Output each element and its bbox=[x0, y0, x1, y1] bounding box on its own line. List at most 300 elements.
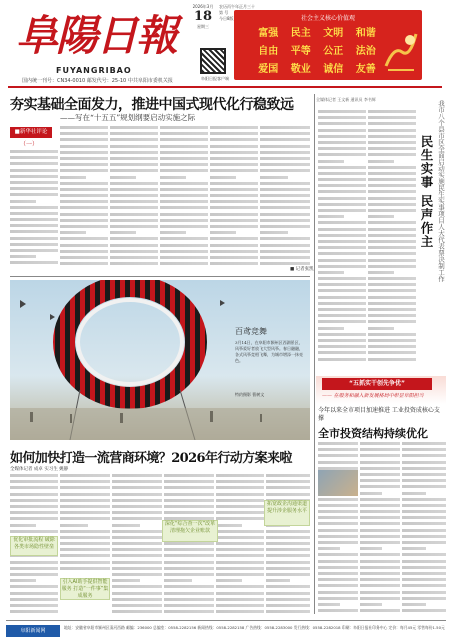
text-line bbox=[112, 474, 162, 477]
text-line bbox=[368, 252, 416, 255]
article-column bbox=[112, 474, 162, 620]
text-line bbox=[402, 547, 426, 550]
text-line bbox=[360, 504, 400, 507]
text-line bbox=[216, 567, 264, 570]
text-line bbox=[360, 461, 400, 464]
text-line bbox=[360, 591, 400, 594]
text-line bbox=[368, 308, 416, 311]
text-line bbox=[112, 486, 162, 489]
text-line bbox=[360, 560, 400, 563]
text-line bbox=[368, 351, 416, 354]
text-line bbox=[318, 215, 344, 218]
text-line bbox=[368, 153, 416, 156]
text-line bbox=[368, 339, 416, 342]
text-line bbox=[110, 138, 158, 141]
text-line bbox=[10, 187, 58, 190]
article-column bbox=[216, 474, 264, 620]
text-line bbox=[60, 480, 110, 483]
text-line bbox=[368, 302, 416, 305]
value-word: 敬业 bbox=[290, 64, 311, 75]
text-line bbox=[318, 116, 366, 119]
article2-headline[interactable]: 如何加快打造一流营商环境？2026年行动方案来啦 bbox=[10, 451, 292, 466]
article-column bbox=[110, 126, 158, 272]
main-headline[interactable]: 夯实基础全面发力，推进中国式现代化行稳致远 bbox=[10, 97, 294, 113]
text-line bbox=[318, 240, 366, 243]
text-line bbox=[402, 566, 446, 569]
text-line bbox=[60, 231, 86, 234]
text-line bbox=[112, 480, 162, 483]
text-line bbox=[266, 536, 310, 539]
text-line bbox=[402, 516, 446, 519]
text-line bbox=[164, 548, 214, 551]
value-word: 诚信 bbox=[323, 64, 344, 75]
text-line bbox=[60, 511, 110, 514]
text-line bbox=[10, 592, 58, 595]
text-line bbox=[368, 116, 416, 119]
issue-line: 今日8版 bbox=[219, 16, 234, 21]
text-line bbox=[402, 492, 426, 495]
text-line bbox=[318, 122, 366, 125]
text-line bbox=[60, 145, 108, 148]
text-line bbox=[10, 150, 58, 153]
article-column bbox=[210, 126, 258, 272]
date-box bbox=[188, 4, 218, 44]
text-line bbox=[360, 529, 400, 532]
article2-author: 全媒体记者 成卓 实习生 姚静 bbox=[10, 467, 69, 472]
text-line bbox=[266, 610, 310, 613]
issue-line: 第 号 bbox=[219, 10, 229, 15]
text-line bbox=[360, 510, 400, 513]
column-number: （一） bbox=[20, 141, 39, 148]
value-word: 文明 bbox=[323, 28, 344, 39]
text-line bbox=[60, 200, 108, 203]
text-line bbox=[110, 126, 158, 129]
text-line bbox=[368, 296, 416, 299]
banner-title: “五抓实干创先争优” bbox=[322, 378, 432, 390]
footer-text: 地址：安徽省阜阳市颍州区清河西路 邮编：236000 总编室：0558-2282156 新闻热线：0558-2282158 广告热线：0558-2283000 发行热线：0558-2282018 印刷：阜阳日报社印务中心 定价：每月45元 零售每份1.50元 bbox=[64, 625, 445, 630]
text-line bbox=[368, 160, 394, 163]
text-line bbox=[216, 542, 264, 545]
text-line bbox=[216, 585, 264, 588]
text-line bbox=[260, 231, 288, 234]
text-line bbox=[110, 182, 158, 185]
text-line bbox=[112, 592, 162, 595]
text-line bbox=[318, 522, 358, 525]
banner-subtitle: —— 在服务和融入新发展格局中彰显阜阳担当 bbox=[322, 393, 424, 399]
text-line bbox=[164, 561, 214, 564]
text-line bbox=[318, 221, 366, 224]
text-line bbox=[10, 598, 58, 601]
text-line bbox=[110, 151, 158, 154]
text-line bbox=[160, 206, 208, 209]
text-line bbox=[210, 225, 258, 228]
text-line bbox=[318, 110, 366, 113]
text-line bbox=[402, 591, 446, 594]
text-line bbox=[360, 553, 400, 556]
text-line bbox=[368, 265, 416, 268]
text-line bbox=[10, 249, 58, 252]
photo-caption-box bbox=[235, 326, 307, 402]
text-line bbox=[110, 169, 158, 172]
text-line bbox=[216, 592, 264, 595]
text-line bbox=[112, 598, 162, 601]
text-line bbox=[210, 194, 258, 197]
text-line bbox=[60, 169, 108, 172]
text-line bbox=[210, 188, 258, 191]
subhead-box: 深化“综合查一次”改革 清理拖欠企业账款 bbox=[162, 520, 218, 542]
text-line bbox=[60, 219, 108, 222]
text-line bbox=[112, 610, 162, 613]
text-line bbox=[110, 219, 158, 222]
text-line bbox=[10, 193, 58, 196]
text-line bbox=[318, 454, 358, 457]
issue-line: 农历丙午年正月三十 bbox=[219, 4, 255, 9]
text-line bbox=[318, 197, 366, 200]
text-line bbox=[318, 141, 366, 144]
text-line bbox=[266, 480, 310, 483]
text-line bbox=[260, 213, 310, 216]
value-word: 法治 bbox=[355, 46, 376, 57]
text-line bbox=[216, 598, 264, 601]
text-line bbox=[260, 262, 310, 265]
text-line bbox=[216, 548, 264, 551]
text-line bbox=[368, 234, 416, 237]
right-headline[interactable]: 民生实事 民声作主 bbox=[419, 135, 434, 249]
text-line bbox=[360, 566, 400, 569]
text-line bbox=[216, 505, 264, 508]
text-line bbox=[112, 579, 140, 582]
text-line bbox=[210, 262, 258, 265]
great-wall-graphic-icon bbox=[384, 26, 418, 72]
text-line bbox=[112, 505, 162, 508]
text-line bbox=[368, 203, 416, 206]
text-line bbox=[266, 592, 310, 595]
text-line bbox=[112, 536, 162, 539]
text-line bbox=[210, 213, 258, 216]
text-line bbox=[10, 604, 58, 607]
text-line bbox=[10, 505, 58, 508]
values-title: 社会主义核心价值观 bbox=[300, 15, 355, 22]
text-line bbox=[318, 252, 366, 255]
text-line bbox=[10, 156, 58, 159]
text-line bbox=[318, 228, 366, 231]
text-line bbox=[160, 262, 208, 265]
text-line bbox=[164, 505, 214, 508]
text-line bbox=[60, 237, 108, 240]
text-line bbox=[360, 547, 382, 550]
text-line bbox=[318, 442, 358, 445]
text-line bbox=[110, 200, 158, 203]
text-line bbox=[318, 178, 366, 181]
text-line bbox=[260, 244, 310, 247]
text-line bbox=[60, 194, 108, 197]
text-line bbox=[60, 524, 88, 527]
text-line bbox=[10, 218, 58, 221]
text-line bbox=[360, 442, 400, 445]
text-line bbox=[402, 467, 446, 470]
text-line bbox=[60, 138, 108, 141]
text-line bbox=[10, 212, 58, 215]
text-line bbox=[164, 474, 214, 477]
text-line bbox=[110, 262, 158, 265]
text-line bbox=[402, 578, 446, 581]
text-line bbox=[318, 510, 358, 513]
article-column bbox=[402, 442, 446, 618]
text-line bbox=[110, 250, 158, 253]
column-badge: ■新华社评论 bbox=[10, 127, 52, 138]
text-line bbox=[216, 474, 264, 477]
text-line bbox=[164, 511, 214, 514]
text-line bbox=[368, 197, 416, 200]
text-line bbox=[10, 255, 36, 258]
text-line bbox=[216, 499, 264, 502]
text-line bbox=[160, 219, 208, 222]
text-line bbox=[266, 530, 310, 533]
text-line bbox=[10, 261, 58, 264]
text-line bbox=[160, 237, 208, 240]
text-line bbox=[60, 474, 110, 477]
text-line bbox=[164, 598, 214, 601]
qr-label: 阜阳日报客户端 bbox=[201, 76, 229, 81]
text-line bbox=[60, 536, 110, 539]
text-line bbox=[360, 522, 400, 525]
text-line bbox=[10, 524, 36, 527]
text-line bbox=[360, 541, 400, 544]
text-line bbox=[164, 542, 214, 545]
text-line bbox=[210, 138, 258, 141]
article-column bbox=[318, 442, 358, 618]
text-line bbox=[112, 548, 162, 551]
text-line bbox=[266, 548, 310, 551]
text-line bbox=[216, 524, 242, 527]
photo-credit: 特约摄影 曹树文 bbox=[235, 392, 265, 397]
text-line bbox=[160, 250, 208, 253]
text-line bbox=[318, 603, 340, 606]
inline-photo[interactable] bbox=[318, 470, 358, 496]
text-line bbox=[160, 213, 208, 216]
text-line bbox=[360, 516, 400, 519]
text-line bbox=[60, 561, 110, 564]
publication-info: 国内统一刊号：CN34-0010 邮发代号：25-10 中共阜阳市委机关报 bbox=[22, 78, 173, 84]
text-line bbox=[368, 147, 416, 150]
text-line bbox=[360, 535, 400, 538]
text-line bbox=[10, 200, 36, 203]
text-line bbox=[318, 184, 366, 187]
text-line bbox=[110, 237, 158, 240]
text-line bbox=[112, 554, 162, 557]
text-line bbox=[318, 153, 366, 156]
text-line bbox=[402, 535, 446, 538]
text-line bbox=[318, 498, 358, 501]
text-line bbox=[160, 194, 208, 197]
text-line bbox=[260, 126, 310, 129]
text-line bbox=[402, 448, 446, 451]
kite-photo[interactable] bbox=[10, 280, 310, 440]
text-line bbox=[318, 584, 358, 587]
text-line bbox=[318, 160, 344, 163]
text-line bbox=[368, 228, 416, 231]
text-line bbox=[160, 151, 208, 154]
article-column bbox=[10, 150, 58, 272]
right-article-headline[interactable]: 全市投资结构持续优化 bbox=[318, 427, 428, 440]
text-line bbox=[160, 231, 186, 234]
text-line bbox=[260, 225, 310, 228]
text-line bbox=[112, 567, 162, 570]
value-word: 爱国 bbox=[258, 64, 279, 75]
text-line bbox=[318, 172, 366, 175]
text-line bbox=[10, 579, 36, 582]
article-column bbox=[260, 126, 310, 272]
text-line bbox=[216, 486, 264, 489]
text-line bbox=[164, 610, 214, 613]
text-line bbox=[402, 504, 446, 507]
text-line bbox=[318, 320, 366, 323]
text-line bbox=[368, 122, 416, 125]
text-line bbox=[402, 553, 446, 556]
text-line bbox=[164, 604, 214, 607]
text-line bbox=[318, 609, 358, 612]
right-vertical-title: 我市八个县市区全面启动实施民生实事项目人大代表票决制工作 bbox=[437, 100, 445, 282]
text-line bbox=[266, 598, 310, 601]
text-line bbox=[318, 259, 366, 262]
text-line bbox=[368, 221, 416, 224]
text-line bbox=[10, 237, 58, 240]
text-line bbox=[402, 454, 446, 457]
text-line bbox=[60, 182, 108, 185]
text-line bbox=[360, 485, 400, 488]
text-line bbox=[318, 190, 366, 193]
text-line bbox=[160, 132, 208, 135]
text-line bbox=[360, 479, 400, 482]
text-line bbox=[360, 448, 400, 451]
text-line bbox=[112, 542, 162, 545]
text-line bbox=[60, 213, 108, 216]
date-year: 2026年3月 bbox=[192, 4, 214, 9]
text-line bbox=[210, 151, 258, 154]
text-line bbox=[60, 225, 108, 228]
text-line bbox=[318, 572, 358, 575]
text-line bbox=[216, 536, 264, 539]
text-line bbox=[318, 541, 358, 544]
text-line bbox=[368, 184, 416, 187]
text-line bbox=[318, 516, 358, 519]
article-column bbox=[368, 110, 416, 370]
qr-code-icon[interactable] bbox=[200, 48, 226, 74]
text-line bbox=[402, 522, 446, 525]
text-line bbox=[260, 250, 310, 253]
subhead-box: 优化审批流程 破除各类市场隐性壁垒 bbox=[10, 536, 58, 556]
text-line bbox=[266, 604, 310, 607]
text-line bbox=[266, 554, 310, 557]
value-word: 自由 bbox=[258, 46, 279, 57]
text-line bbox=[164, 480, 214, 483]
text-line bbox=[318, 277, 366, 280]
text-line bbox=[112, 561, 162, 564]
text-line bbox=[318, 234, 366, 237]
text-line bbox=[110, 132, 158, 135]
text-line bbox=[160, 138, 208, 141]
text-line bbox=[368, 358, 416, 361]
value-word: 和谐 bbox=[355, 28, 376, 39]
text-line bbox=[112, 511, 162, 514]
text-line bbox=[60, 486, 110, 489]
text-line bbox=[110, 145, 158, 148]
text-line bbox=[318, 597, 358, 600]
text-line bbox=[216, 610, 264, 613]
text-line bbox=[160, 157, 208, 160]
text-line bbox=[402, 442, 446, 445]
text-line bbox=[318, 566, 358, 569]
value-word: 平等 bbox=[290, 46, 311, 57]
text-line bbox=[210, 132, 258, 135]
text-line bbox=[210, 157, 258, 160]
text-line bbox=[368, 289, 416, 292]
text-line bbox=[368, 166, 416, 169]
text-line bbox=[368, 327, 394, 330]
subhead-box: 引入AI助手提供智能服务 打造“一件事”集成服务 bbox=[61, 579, 109, 599]
text-line bbox=[60, 517, 110, 520]
text-line bbox=[260, 176, 288, 179]
campaign-banner bbox=[316, 376, 446, 404]
text-line bbox=[318, 448, 358, 451]
text-line bbox=[266, 585, 310, 588]
text-line bbox=[160, 182, 208, 185]
text-line bbox=[60, 262, 108, 265]
text-line bbox=[110, 206, 158, 209]
text-line bbox=[216, 604, 264, 607]
text-line bbox=[112, 524, 140, 527]
text-line bbox=[210, 231, 236, 234]
text-line bbox=[216, 561, 264, 564]
text-line bbox=[360, 492, 382, 495]
text-line bbox=[402, 510, 446, 513]
text-line bbox=[318, 302, 366, 305]
text-line bbox=[60, 530, 110, 533]
text-line bbox=[360, 578, 400, 581]
masthead bbox=[0, 0, 450, 84]
text-line bbox=[318, 578, 358, 581]
text-line bbox=[112, 604, 162, 607]
text-line bbox=[10, 243, 58, 246]
text-line bbox=[368, 345, 416, 348]
text-line bbox=[110, 231, 136, 234]
text-line bbox=[60, 163, 108, 166]
text-line bbox=[164, 573, 214, 576]
text-line bbox=[266, 493, 310, 496]
text-line bbox=[318, 327, 344, 330]
text-line bbox=[318, 553, 358, 556]
text-line bbox=[318, 296, 366, 299]
divider bbox=[10, 276, 310, 277]
text-line bbox=[60, 206, 108, 209]
text-line bbox=[368, 172, 416, 175]
text-line bbox=[210, 176, 236, 179]
text-line bbox=[160, 244, 208, 247]
text-line bbox=[402, 498, 446, 501]
value-word: 富强 bbox=[258, 28, 279, 39]
text-line bbox=[368, 178, 416, 181]
text-line bbox=[110, 163, 158, 166]
text-line bbox=[164, 499, 214, 502]
right-byline: 全媒体记者 王文新 通讯员 李书辉 bbox=[316, 97, 376, 102]
text-line bbox=[260, 157, 310, 160]
text-line bbox=[10, 511, 58, 514]
text-line bbox=[160, 188, 208, 191]
text-line bbox=[10, 561, 58, 564]
footer-logo[interactable]: 阜阳新闻网 bbox=[6, 625, 60, 637]
text-line bbox=[60, 499, 110, 502]
date-week: 星期三 bbox=[197, 24, 209, 29]
